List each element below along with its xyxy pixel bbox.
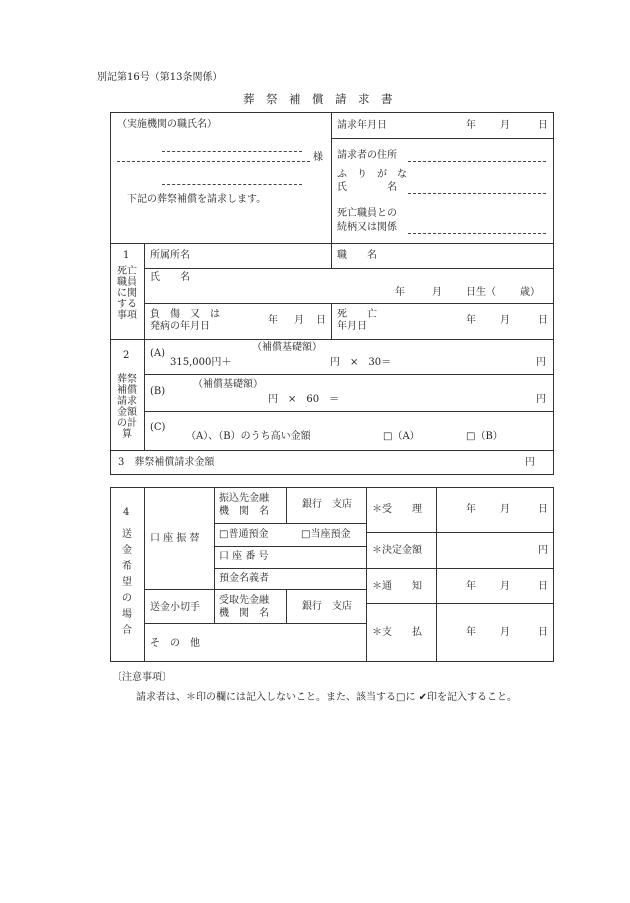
dept-label: 所属所名 — [150, 250, 190, 261]
sama-label: 様 — [313, 152, 323, 163]
calc-a-formula: 315,000円＋ — [170, 357, 232, 368]
request-date-label: 請求年月日 — [337, 120, 387, 131]
checkbox-ordinary[interactable]: □普通預金 — [219, 529, 269, 540]
sec4-side-label: 送金希望の場合 — [122, 529, 132, 636]
office-notified: ＊通 知 — [372, 581, 422, 592]
sec1-number: 1 — [123, 250, 130, 261]
agency-label: （実施機関の職氏名） — [117, 119, 217, 130]
remittance-table — [110, 487, 554, 662]
death-label-1: 死 亡 — [337, 309, 377, 320]
age-label: 歳） — [520, 287, 540, 298]
calc-a-yen: 円 × 30＝ — [330, 357, 392, 368]
sec2-side-label: 葬祭補償請求金額の計算 — [117, 374, 137, 440]
calc-a-base: （補償基礎額） — [252, 342, 322, 353]
calc-b-label: (B) — [150, 386, 166, 397]
bank2-branch: 銀行 支店 — [302, 601, 352, 612]
calc-c-label: (C) — [150, 422, 166, 433]
injury-label-2: 発病の年月日 — [150, 321, 210, 332]
calc-b-base: （補償基礎額） — [193, 379, 263, 390]
sec1-side-label: 死亡職員に関する事項 — [117, 266, 137, 321]
notes-heading: 〔注意事項〕 — [112, 672, 172, 683]
office-received: ＊受 理 — [372, 504, 422, 515]
death-label-2: 年月日 — [337, 321, 367, 332]
checkbox-option-b[interactable]: □（B） — [466, 431, 503, 442]
address-label: 請求者の住所 — [337, 150, 397, 161]
deceased-name-label: 氏 名 — [150, 272, 190, 283]
office-decided-amount: ＊決定金額 — [372, 545, 422, 556]
birth-suffix: 日生（ — [466, 287, 496, 298]
checkbox-option-a[interactable]: □（A） — [383, 431, 420, 442]
notes-text: 請求者は、＊印の欄には記入しないこと。また、該当する□に ✔印を記入すること。 — [136, 692, 518, 703]
account-name-label: 預金名義者 — [219, 573, 269, 584]
checkbox-current[interactable]: □当座預金 — [301, 529, 351, 540]
sec3-label: 3 葬祭補償請求金額 — [118, 457, 215, 468]
sec4-number: 4 — [123, 507, 130, 518]
relation-label-1: 死亡職員との — [337, 208, 397, 219]
calc-c-text: （A）、（B）のうち高い金額 — [186, 431, 311, 442]
office-paid: ＊支 払 — [372, 627, 422, 638]
other-label: そ の 他 — [150, 638, 200, 649]
request-text: 下記の葬祭補償を請求します。 — [127, 194, 267, 205]
furigana-label: ふ り が な — [337, 169, 407, 180]
calc-b-formula: 円 × 60 ＝ — [268, 394, 340, 405]
bank2-label-1: 受取先金融 — [219, 595, 269, 606]
requester-name-label: 氏 名 — [337, 182, 397, 193]
calc-a-label: (A) — [150, 348, 166, 359]
form-number: 別記第16号（第13条関係） — [97, 72, 223, 83]
koza-label: 口 座 振 替 — [150, 533, 200, 544]
form-title: 葬 祭 補 償 請 求 書 — [243, 92, 393, 106]
bank1-branch: 銀行 支店 — [302, 499, 352, 510]
bank1-label-1: 振込先金融 — [219, 493, 269, 504]
bank2-label-2: 機 関 名 — [219, 608, 269, 619]
bank1-label-2: 機 関 名 — [219, 506, 269, 517]
kogitte-label: 送金小切手 — [150, 602, 200, 613]
sec2-number: 2 — [123, 350, 130, 361]
injury-label-1: 負 傷 又 は — [150, 309, 220, 320]
post-label: 職 名 — [337, 250, 377, 261]
account-no-label: 口 座 番 号 — [219, 551, 269, 562]
relation-label-2: 続柄又は関係 — [337, 222, 397, 233]
